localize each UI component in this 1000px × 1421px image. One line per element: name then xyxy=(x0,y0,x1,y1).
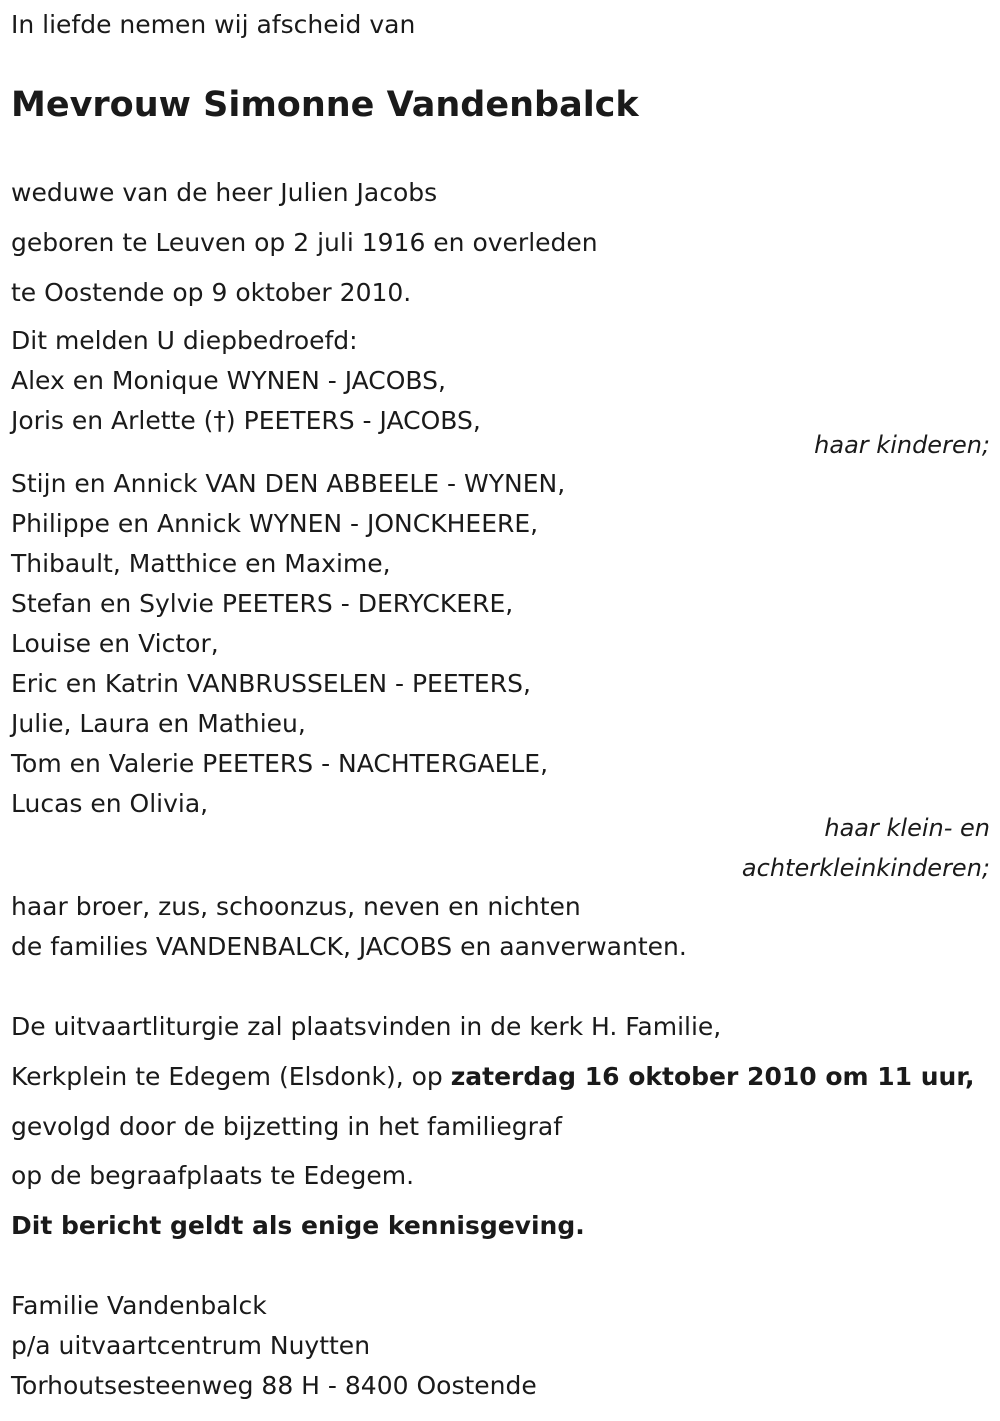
address-line: Torhoutsesteenweg 88 H - 8400 Oostende xyxy=(11,1371,537,1400)
grandchild-line: Philippe en Annick WYNEN - JONCKHEERE, xyxy=(11,509,539,538)
notice-line: Dit bericht geldt als enige kennisgeving. xyxy=(11,1211,585,1240)
child-line: Joris en Arlette (†) PEETERS - JACOBS, xyxy=(11,406,481,435)
grandchild-line: Lucas en Olivia, xyxy=(11,789,209,818)
children-label: haar kinderen; xyxy=(814,431,990,459)
detail-widow: weduwe van de heer Julien Jacobs xyxy=(11,178,438,207)
service-line-4: op de begraafplaats te Edegem. xyxy=(11,1161,415,1190)
child-line: Alex en Monique WYNEN - JACOBS, xyxy=(11,366,446,395)
detail-born: geboren te Leuven op 2 juli 1916 en overleden xyxy=(11,228,598,257)
announce-line: Dit melden U diepbedroefd: xyxy=(11,326,358,355)
grandchild-line: Stefan en Sylvie PEETERS - DERYCKERE, xyxy=(11,589,514,618)
grandchild-line: Tom en Valerie PEETERS - NACHTERGAELE, xyxy=(11,749,549,778)
service-place: Kerkplein te Edegem (Elsdonk), op xyxy=(11,1062,451,1091)
grandchild-line: Louise en Victor, xyxy=(11,629,219,658)
grandchild-line: Stijn en Annick VAN DEN ABBEELE - WYNEN, xyxy=(11,469,566,498)
service-line-1: De uitvaartliturgie zal plaatsvinden in de kerk H. Familie, xyxy=(11,1012,722,1041)
intro-line: In liefde nemen wij afscheid van xyxy=(11,10,416,39)
grandchildren-label-1: haar klein- en xyxy=(824,814,990,842)
service-line-3: gevolgd door de bijzetting in het familiegraf xyxy=(11,1112,563,1141)
family-line: haar broer, zus, schoonzus, neven en nichten xyxy=(11,892,581,921)
deceased-name: Mevrouw Simonne Vandenbalck xyxy=(11,85,639,125)
service-line-2 xyxy=(11,1062,975,1092)
grandchild-line: Eric en Katrin VANBRUSSELEN - PEETERS, xyxy=(11,669,531,698)
grandchild-line: Julie, Laura en Mathieu, xyxy=(11,709,306,738)
service-date: zaterdag 16 oktober 2010 om 11 uur, xyxy=(450,1062,975,1091)
address-line: Familie Vandenbalck xyxy=(11,1291,267,1320)
detail-died: te Oostende op 9 oktober 2010. xyxy=(11,278,412,307)
address-line: p/a uitvaartcentrum Nuytten xyxy=(11,1331,371,1360)
grandchild-line: Thibault, Matthice en Maxime, xyxy=(11,549,391,578)
family-line: de families VANDENBALCK, JACOBS en aanverwanten. xyxy=(11,932,687,961)
grandchildren-label-2: achterkleinkinderen; xyxy=(741,854,990,882)
